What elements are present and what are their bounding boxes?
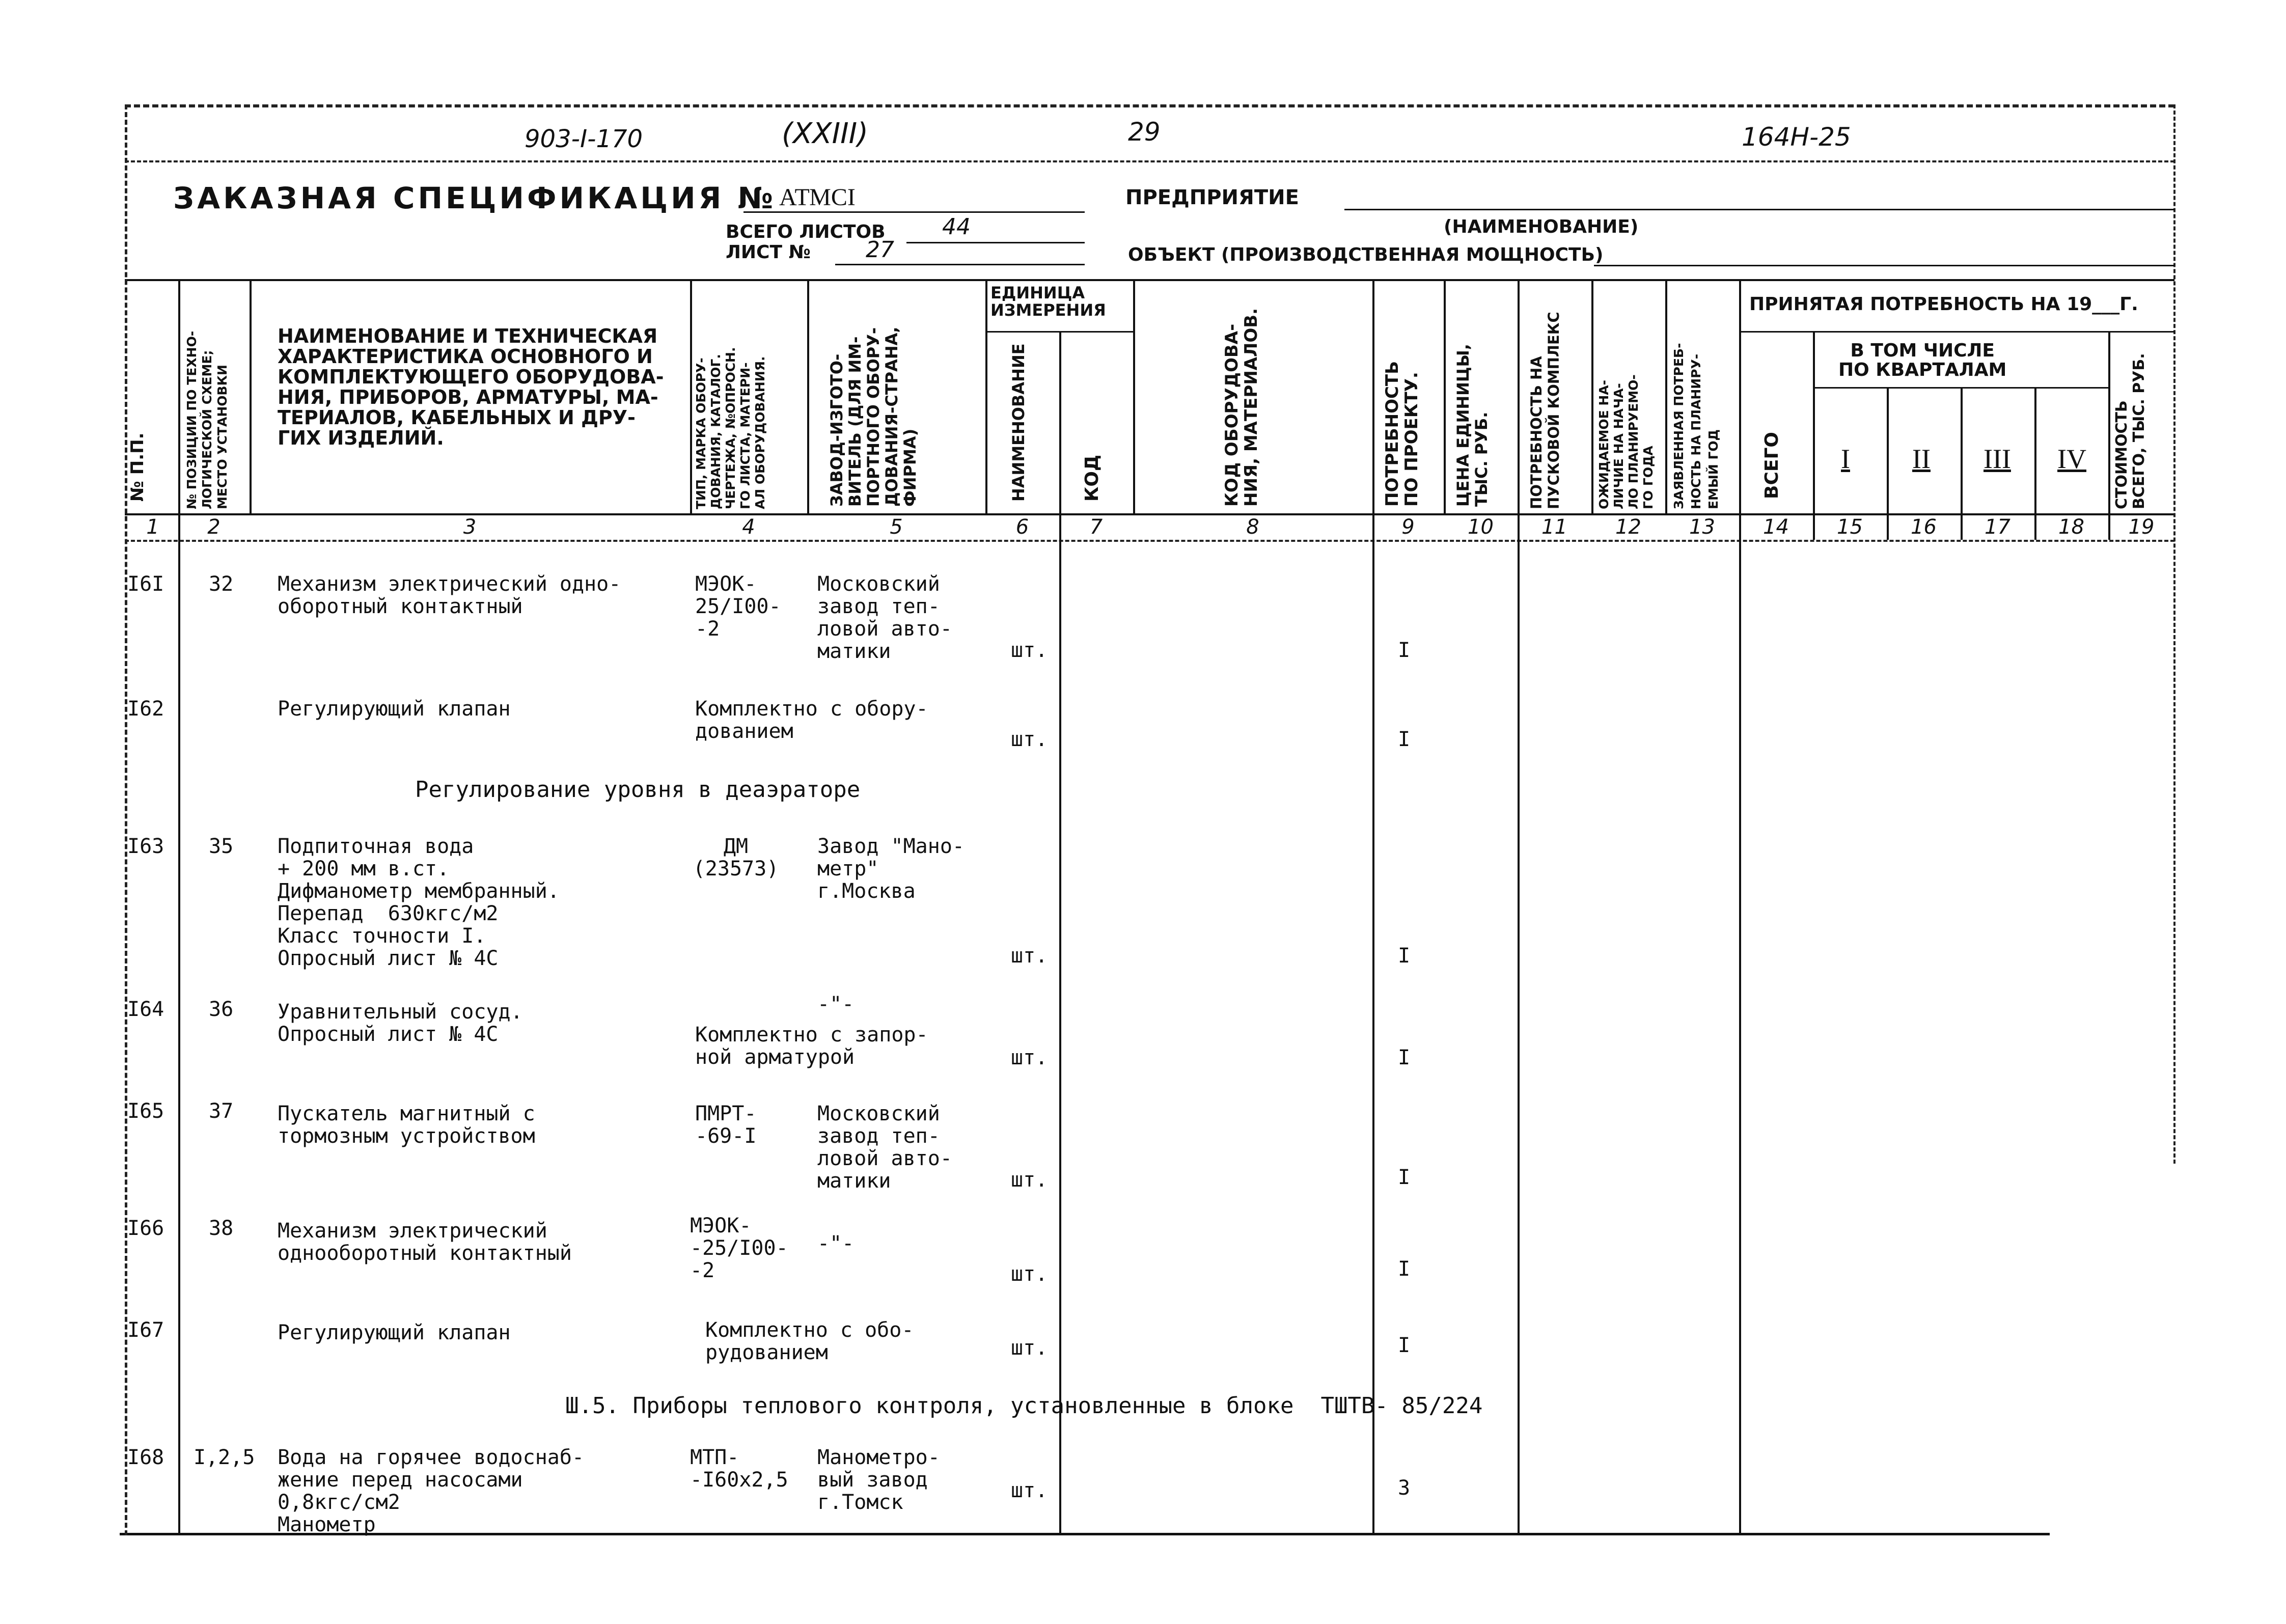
row-166-pos: 38 xyxy=(209,1217,234,1240)
album-number: (XXIII) xyxy=(782,117,868,150)
col-num-1: 1 xyxy=(146,515,159,539)
col-num-18: 18 xyxy=(2058,515,2084,539)
row-165-maker: Московский завод теп- ловой авто- матики xyxy=(817,1102,952,1193)
accepted-sub-line xyxy=(1739,331,2174,333)
col-num-11: 11 xyxy=(1541,515,1567,539)
row-165-qty: I xyxy=(1398,1166,1411,1189)
row-166-qty: I xyxy=(1398,1257,1411,1281)
row-167-name: Регулирующий клапан xyxy=(278,1321,511,1344)
row-162-type: Комплектно с обору- дованием xyxy=(695,697,928,743)
col-line-1 xyxy=(178,279,180,1534)
row-161-maker: Московский завод теп- ловой авто- матики xyxy=(817,572,952,663)
row-164-pos: 36 xyxy=(209,998,234,1021)
col-num-3: 3 xyxy=(463,515,477,539)
row-163-no: I63 xyxy=(127,835,164,858)
col-num-15: 15 xyxy=(1837,515,1863,539)
col-num-8: 8 xyxy=(1246,515,1259,539)
quarters-sub-line xyxy=(1813,387,2108,389)
col-header-12: ОЖИДАЕМОЕ НА- ЛИЧИЕ НА НАЧА- ЛО ПЛАНИРУЕМО- ГО ГОДА xyxy=(1596,374,1656,509)
col-header-4: ТИП, МАРКА ОБОРУ- ДОВАНИЯ, КАТАЛОГ. ЧЕРТЕЖА, №ОПРОСН. ГО ЛИСТА, МАТЕРИ- АЛ ОБОРУДОВАНИЯ. xyxy=(694,347,767,509)
doc-code: 903-I-170 xyxy=(525,125,643,153)
row-168-qty: 3 xyxy=(1398,1476,1411,1500)
col-header-7: КОД xyxy=(1082,454,1103,502)
col-num-14: 14 xyxy=(1763,515,1789,539)
row-163-maker: Завод "Мано- метр" г.Москва xyxy=(817,835,965,903)
row-167-no: I67 xyxy=(127,1318,164,1342)
spec-number: АТМСI xyxy=(779,184,856,211)
row-164-name: Уравнительный сосуд. Опросный лист № 4С xyxy=(278,1000,523,1046)
col-line-5 xyxy=(985,279,987,513)
row-163-pos: 35 xyxy=(209,835,234,858)
sheet-number: 27 xyxy=(866,237,894,263)
col-header-8: КОД ОБОРУДОВА- НИЯ, МАТЕРИАЛОВ. xyxy=(1222,308,1261,507)
col-line-14 xyxy=(1813,331,1815,540)
col-header-5: ЗАВОД-ИЗГОТО- ВИТЕЛЬ (ДЛЯ ИМ- ПОРТНОГО ОБОРУ- ДОВАНИЯ-СТРАНА, ФИРМА) xyxy=(827,326,920,507)
col-header-18: IV xyxy=(2057,444,2086,474)
col-header-6: НАИМЕНОВАНИЕ xyxy=(1009,343,1028,502)
row-164-unit: шт. xyxy=(1011,1046,1048,1069)
row-165-name: Пускатель магнитный с тормозным устройством xyxy=(278,1102,535,1148)
col-num-19: 19 xyxy=(2128,515,2155,539)
row-161-type: МЭОК- 25/I00- -2 xyxy=(695,572,781,641)
col-line-13 xyxy=(1739,279,1741,1534)
col-line-3 xyxy=(690,279,692,513)
row-162-no: I62 xyxy=(127,697,164,721)
object-label: ОБЪЕКТ (ПРОИЗВОДСТВЕННАЯ МОЩНОСТЬ) xyxy=(1128,244,1604,265)
accepted-group-header: ПРИНЯТАЯ ПОТРЕБНОСТЬ НА 19___Г. xyxy=(1749,294,2138,315)
row-161-qty: I xyxy=(1398,639,1411,662)
col-header-19: СТОИМОСТЬ ВСЕГО, ТЫС. РУБ. xyxy=(2113,353,2148,509)
col-header-2: № ПОЗИЦИИ ПО ТЕХНО- ЛОГИЧЕСКОЙ СХЕМЕ; МЕСТО УСТАНОВКИ xyxy=(184,331,230,509)
col-line-7 xyxy=(1133,279,1135,513)
col-header-1: № П.П. xyxy=(127,432,148,502)
row-168-type: МТП- -I60x2,5 xyxy=(690,1446,788,1492)
archive-number: 164Н-25 xyxy=(1742,122,1851,152)
col-header-17: III xyxy=(1984,444,2011,474)
col-num-9: 9 xyxy=(1401,515,1415,539)
col-num-4: 4 xyxy=(742,515,755,539)
row-166-no: I66 xyxy=(127,1217,164,1240)
sheet-underline xyxy=(835,264,1085,265)
top-border xyxy=(125,104,2174,107)
row-164-qty: I xyxy=(1398,1046,1411,1069)
col-line-9 xyxy=(1444,279,1446,513)
sheet-label: ЛИСТ № xyxy=(726,242,811,263)
col-header-10: ЦЕНА ЕДИНИЦЫ, ТЫС. РУБ. xyxy=(1453,344,1491,507)
col-header-14: ВСЕГО xyxy=(1761,432,1782,499)
row-161-name: Механизм электрический одно- оборотный контактный xyxy=(278,572,621,618)
col-num-6: 6 xyxy=(1015,515,1029,539)
row-168-name: Вода на горячее водоснаб- жение перед насосами 0,8кгс/см2 Манометр xyxy=(278,1446,585,1536)
total-sheets-underline xyxy=(906,242,1085,243)
row-166-maker: -"- xyxy=(817,1232,855,1255)
row-163-qty: I xyxy=(1398,944,1411,968)
col-header-15: I xyxy=(1841,444,1850,474)
col-line-11 xyxy=(1591,279,1593,513)
col-header-11: ПОТРЕБНОСТЬ НА ПУСКОВОЙ КОМПЛЕКС xyxy=(1528,312,1562,509)
col-num-16: 16 xyxy=(1911,515,1937,539)
col-line-18 xyxy=(2108,331,2110,540)
row-168-unit: шт. xyxy=(1011,1479,1048,1502)
row-164-type: Комплектно с запор- ной арматурой xyxy=(695,1023,928,1069)
col-num-12: 12 xyxy=(1615,515,1641,539)
row-167-qty: I xyxy=(1398,1334,1411,1357)
row-165-pos: 37 xyxy=(209,1099,234,1123)
quarters-group-header: В ТОМ ЧИСЛЕ ПО КВАРТАЛАМ xyxy=(1838,340,2007,380)
col-line-8 xyxy=(1372,279,1374,1534)
row-162-unit: шт. xyxy=(1011,728,1048,751)
page-number: 29 xyxy=(1128,117,1161,147)
col-line-12 xyxy=(1665,279,1667,513)
row-167-type: Комплектно с обо- рудованием xyxy=(705,1318,914,1364)
row-161-no: I6I xyxy=(127,572,164,596)
col-header-3: НАИМЕНОВАНИЕ И ТЕХНИЧЕСКАЯ ХАРАКТЕРИСТИКА ОСНОВНОГО И КОМПЛЕКТУЮЩЕГО ОБОРУДОВА- НИЯ, ПРИБОРОВ, АРМАТУРЫ, МА- ТЕРИАЛОВ, КАБЕЛЬНЫХ И ДРУ- ГИХ ИЗДЕЛИЙ. xyxy=(278,325,664,449)
col-num-10: 10 xyxy=(1468,515,1494,539)
col-num-13: 13 xyxy=(1689,515,1715,539)
col-header-9: ПОТРЕБНОСТЬ ПО ПРОЕКТУ. xyxy=(1382,361,1422,507)
table-top-line xyxy=(125,279,2174,281)
row-166-name: Механизм электрический однооборотный контактный xyxy=(278,1219,572,1265)
row-167-unit: шт. xyxy=(1011,1336,1048,1360)
col-line-6 xyxy=(1059,331,1061,1533)
enterprise-label: ПРЕДПРИЯТИЕ xyxy=(1125,186,1299,209)
row-162-name: Регулирующий клапан xyxy=(278,697,511,721)
header-divider xyxy=(125,160,2174,162)
row-163-type: ДМ (23573) xyxy=(693,835,779,880)
object-underline xyxy=(1594,265,2174,266)
col-num-5: 5 xyxy=(890,515,903,539)
row-161-pos: 32 xyxy=(209,572,234,596)
col-line-10 xyxy=(1518,279,1520,1534)
row-166-unit: шт. xyxy=(1011,1262,1048,1286)
row-168-no: I68 xyxy=(127,1446,164,1469)
row-165-unit: шт. xyxy=(1011,1168,1048,1192)
right-border xyxy=(2173,104,2175,1164)
numbers-bottom-line xyxy=(125,540,2174,542)
col-num-17: 17 xyxy=(1985,515,2010,539)
col-header-16: II xyxy=(1912,444,1931,474)
spec-title: ЗАКАЗНАЯ СПЕЦИФИКАЦИЯ № xyxy=(173,181,777,215)
unit-sub-line xyxy=(985,331,1133,333)
total-sheets: 44 xyxy=(942,214,971,240)
row-165-type: ПМРТ- -69-I xyxy=(695,1102,757,1148)
unit-group-header: ЕДИНИЦА ИЗМЕРЕНИЯ xyxy=(990,283,1106,320)
col-num-2: 2 xyxy=(207,515,221,539)
row-163-unit: шт. xyxy=(1011,944,1048,968)
enterprise-underline xyxy=(1344,209,2174,210)
row-162-qty: I xyxy=(1398,728,1411,751)
section-deaerator: Регулирование уровня в деаэраторе xyxy=(415,777,861,803)
row-164-no: I64 xyxy=(127,998,164,1021)
row-166-type: МЭОК- -25/I00- -2 xyxy=(690,1214,788,1282)
col-line-4 xyxy=(807,279,809,513)
row-163-name: Подпиточная вода + 200 мм в.ст. Дифманометр мембранный. Перепад 630кгс/м2 Класс точности I. Опросный лист № 4С xyxy=(278,835,560,970)
section-block: Ш.5. Приборы теплового контроля, установленные в блоке ТШТВ- 85/224 xyxy=(565,1393,1483,1419)
row-164-maker: -"- xyxy=(817,993,855,1016)
row-165-no: I65 xyxy=(127,1099,164,1123)
total-sheets-label: ВСЕГО ЛИСТОВ xyxy=(726,222,886,242)
row-168-maker: Манометро- вый завод г.Томск xyxy=(817,1446,940,1514)
naming-label: (НАИМЕНОВАНИЕ) xyxy=(1444,216,1639,237)
spec-number-underline xyxy=(743,211,1085,213)
row-168-pos: I,2,5 xyxy=(194,1446,255,1469)
col-line-2 xyxy=(250,279,252,513)
row-161-unit: шт. xyxy=(1011,639,1048,662)
col-header-13: ЗАЯВЛЕННАЯ ПОТРЕБ- НОСТЬ НА ПЛАНИРУ- ЕМЫЙ ГОД xyxy=(1671,343,1721,509)
col-num-7: 7 xyxy=(1089,515,1103,539)
